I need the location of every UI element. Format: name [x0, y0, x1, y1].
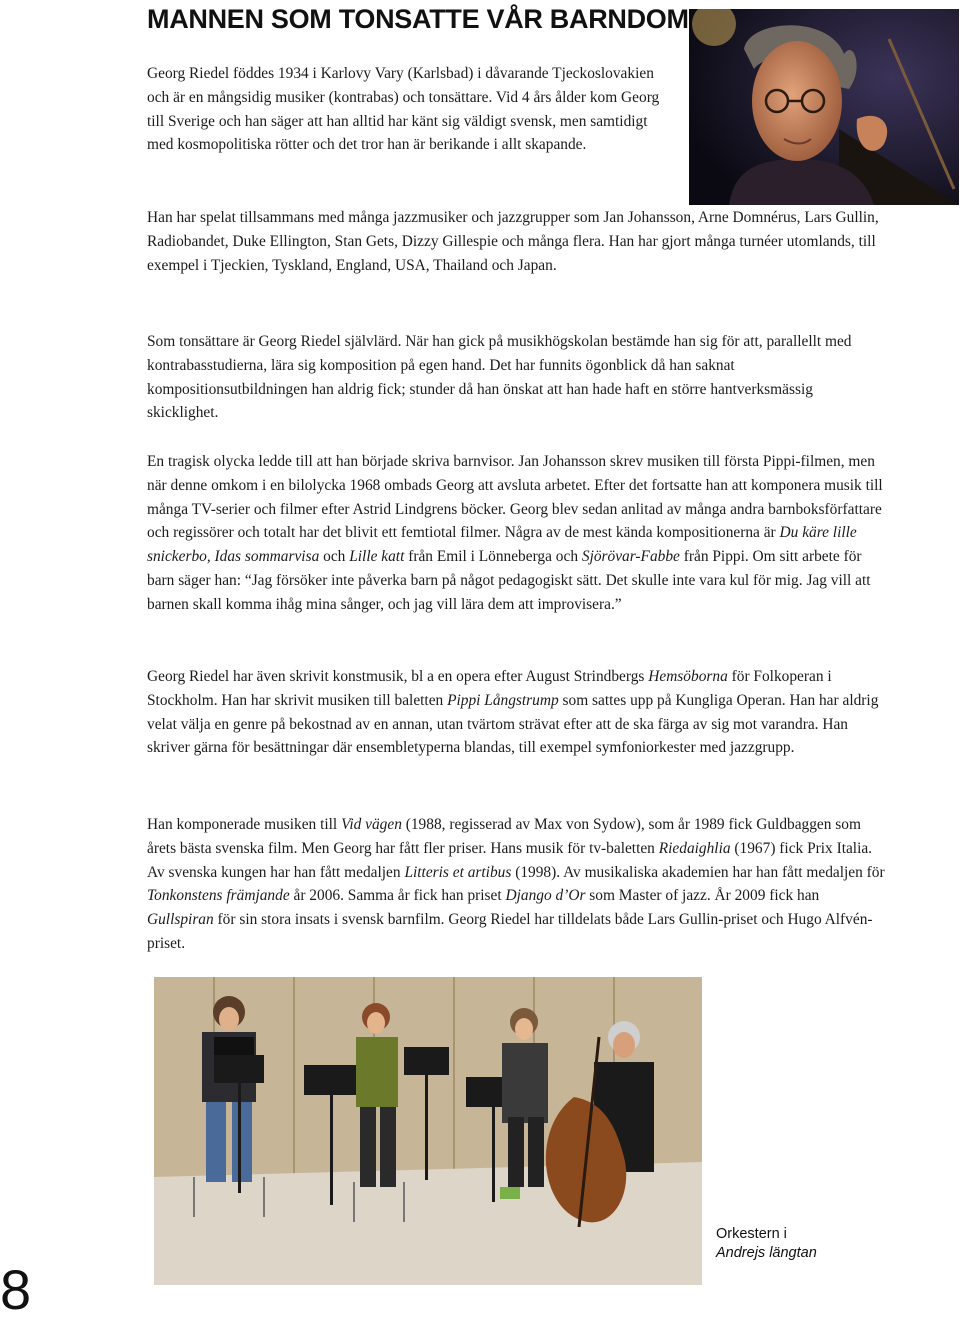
photo-caption — [716, 1225, 817, 1263]
portrait-photo-georg-riedel — [689, 9, 959, 205]
paragraph-intro: Georg Riedel föddes 1934 i Karlovy Vary (Karlsbad) i dåvarande Tjeckoslovakien och är en mångsidig musiker (kontrabas) och tonsättare. Vid 4 års ålder kom Georg till Sverige och han säger att han alltid har känt sig väldigt svensk, men samtidigt med kosmopolitiska rötter och det tror han är berikande i allt skapande. — [147, 65, 660, 154]
paragraph-art-music: Georg Riedel har även skrivit konstmusik, bl a en opera efter August Strindbergs Hemsöborna för Folkoperan i Stockholm. Han har skrivit musiken till baletten Pippi Långstrump som sattes upp på Kungliga Operan. Han har aldrig velat välja en genre på bekostnad av en annan, utan tvärtom strävat efter att de ska färga av sig mot varandra. Han skriver gärna för besättningar där ensembletyperna blandas, till exempel symfoniorkester med jazzgrupp. — [147, 668, 879, 757]
page-title: MANNEN SOM TONSATTE VÅR BARNDOM — [147, 4, 689, 34]
ensemble-photo — [154, 977, 702, 1285]
page-number: 8 — [0, 1258, 32, 1321]
paragraph-jazz: Han har spelat tillsammans med många jazzmusiker och jazzgrupper som Jan Johansson, Arne Domnérus, Lars Gullin, Radiobandet, Duke Ellington, Stan Gets, Dizzy Gillespie och många flera. Han har gjort många turnéer utomlands, till exempel i Tjeckien, Tyskland, England, USA, Thailand och Japan. — [147, 209, 879, 274]
caption-line-2: Andrejs längtan — [716, 1245, 817, 1261]
paragraph-awards: Han komponerade musiken till Vid vägen (1988, regisserad av Max von Sydow), som år 1989 fick Guldbaggen som årets bästa svenska film. Men Georg har fått fler priser. Hans musik för tv-baletten Riedaighlia (1967) fick Prix Italia. Av svenska kungen har han fått medaljen Litteris et artibus (1998). Av musikaliska akademien har han fått medaljen för Tonkonstens främjande år 2006. Samma år fick han priset Django d’Or som Master of jazz. År 2009 fick han Gullspiran för sin stora insats i svensk barnfilm. Georg Riedel har tilldelats både Lars Gullin-priset och Hugo Alfvén-priset. — [147, 816, 885, 952]
paragraph-composer: Som tonsättare är Georg Riedel självlärd. När han gick på musikhögskolan bestämde han sig för att, parallellt med kontrabasstudierna, lära sig komposition på egen hand. Det har funnits ögonblick då han saknat kompositionsutbildningen han aldrig fick; stunder då han önskat att han hade haft en större hantverksmässig skicklighet. — [147, 333, 852, 422]
caption-line-1: Orkestern i — [716, 1226, 787, 1242]
paragraph-children-songs: En tragisk olycka ledde till att han började skriva barnvisor. Jan Johansson skrev musiken till första Pippi-filmen, men när denne omkom i en bilolycka 1968 ombads Georg att avsluta arbetet. Efter det fortsatte han att komponera musik till många TV-serier och filmer efter Astrid Lindgrens böcker. Georg blev sedan anlitad av många andra barnboksförfattare och regissörer och totalt har det blivit ett femtiotal filmer. Några av de mest kända kompositionerna är Du käre lille snickerbo, Idas sommarvisa och Lille katt från Emil i Lönneberga och Sjörövar-Fabbe från Pippi. Om sitt arbete för barn säger han: “Jag försöker inte påverka barn på något pedagogiskt sätt. Det skulle inte vara kul för mig. Jag vill att barnen skall komma ihåg mina sånger, och jag vill lära dem att improvisera.” — [147, 453, 883, 613]
